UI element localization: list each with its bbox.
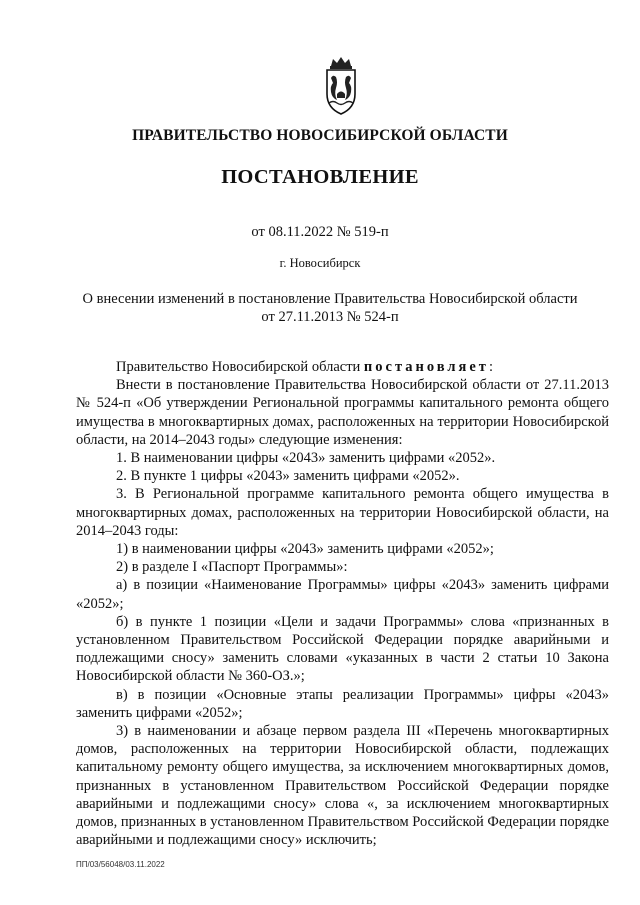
paragraph-4: 3. В Региональной программе капитального ремонта общего имущества в многоквартирных домах, расположенных на территории Новосибирской области, на 2014–2043 годы: <box>76 486 609 539</box>
paragraph-7: а) в позиции «Наименование Программы» цифры «2043» заменить цифрами «2052»; <box>76 577 609 612</box>
paragraph-2: 1. В наименовании цифры «2043» заменить цифрами «2052». <box>116 450 496 467</box>
intro-paragraph <box>76 358 609 376</box>
intro-lead: Правительство Новосибирской области <box>116 359 364 375</box>
subject-line-1: О внесении изменений в постановление Правительства Новосибирской области <box>82 291 578 307</box>
coat-of-arms-icon <box>318 56 364 118</box>
paragraph-9: в) в позиции «Основные этапы реализации Программы» цифры «2043» заменить цифрами «2052»; <box>76 686 609 721</box>
footer-document-code: ПП/03/56048/03.11.2022 <box>76 860 165 869</box>
paragraph-5: 1) в наименовании цифры «2043» заменить цифрами «2052»; <box>116 541 494 558</box>
document-type-title: ПОСТАНОВЛЕНИЕ <box>221 166 419 188</box>
paragraph-6: 2) в разделе I «Паспорт Программы»: <box>116 559 348 576</box>
paragraph-10: 3) в наименовании и абзаце первом раздела III «Перечень многоквартирных домов, расположенных на территории Новосибирской области, подлежащих капитальному ремонту общего имущества, за исключением многоквартирных домов, признанных в установленном Правительством Российской Федерации порядке аварийными и подлежащими сносу» слова «, за исключением многоквартирных домов, признанных в установленном Правительством Российской Федерации порядке аварийными и подлежащими сносу» исключить; <box>76 723 609 849</box>
intro-end: : <box>488 359 493 375</box>
subject-line-2: от 27.11.2013 № 524-п <box>261 309 399 325</box>
paragraph-1: Внести в постановление Правительства Новосибирской области от 27.11.2013 № 524-п «Об утверждении Региональной программы капитального ремонта общего имущества в многоквартирных домах, расположенных на территории Новосибирской области, на 2014–2043 годы» следующие изменения: <box>76 377 609 448</box>
paragraph-8: б) в пункте 1 позиции «Цели и задачи Программы» слова «признанных в установленном Правительством Российской Федерации порядке аварийными и подлежащими сносу» заменить словами «указанных в части 2 статьи 10 Закона Новосибирской области № 360-ОЗ.»; <box>76 613 609 685</box>
document-subject <box>60 290 600 326</box>
paragraph-3: 2. В пункте 1 цифры «2043» заменить цифрами «2052». <box>116 468 460 485</box>
document-date-number: от 08.11.2022 № 519-п <box>251 224 389 240</box>
document-city: г. Новосибирск <box>279 256 361 270</box>
document-body <box>76 358 609 849</box>
organization-title: ПРАВИТЕЛЬСТВО НОВОСИБИРСКОЙ ОБЛАСТИ <box>132 127 508 144</box>
intro-verb: постановляет <box>363 359 489 375</box>
